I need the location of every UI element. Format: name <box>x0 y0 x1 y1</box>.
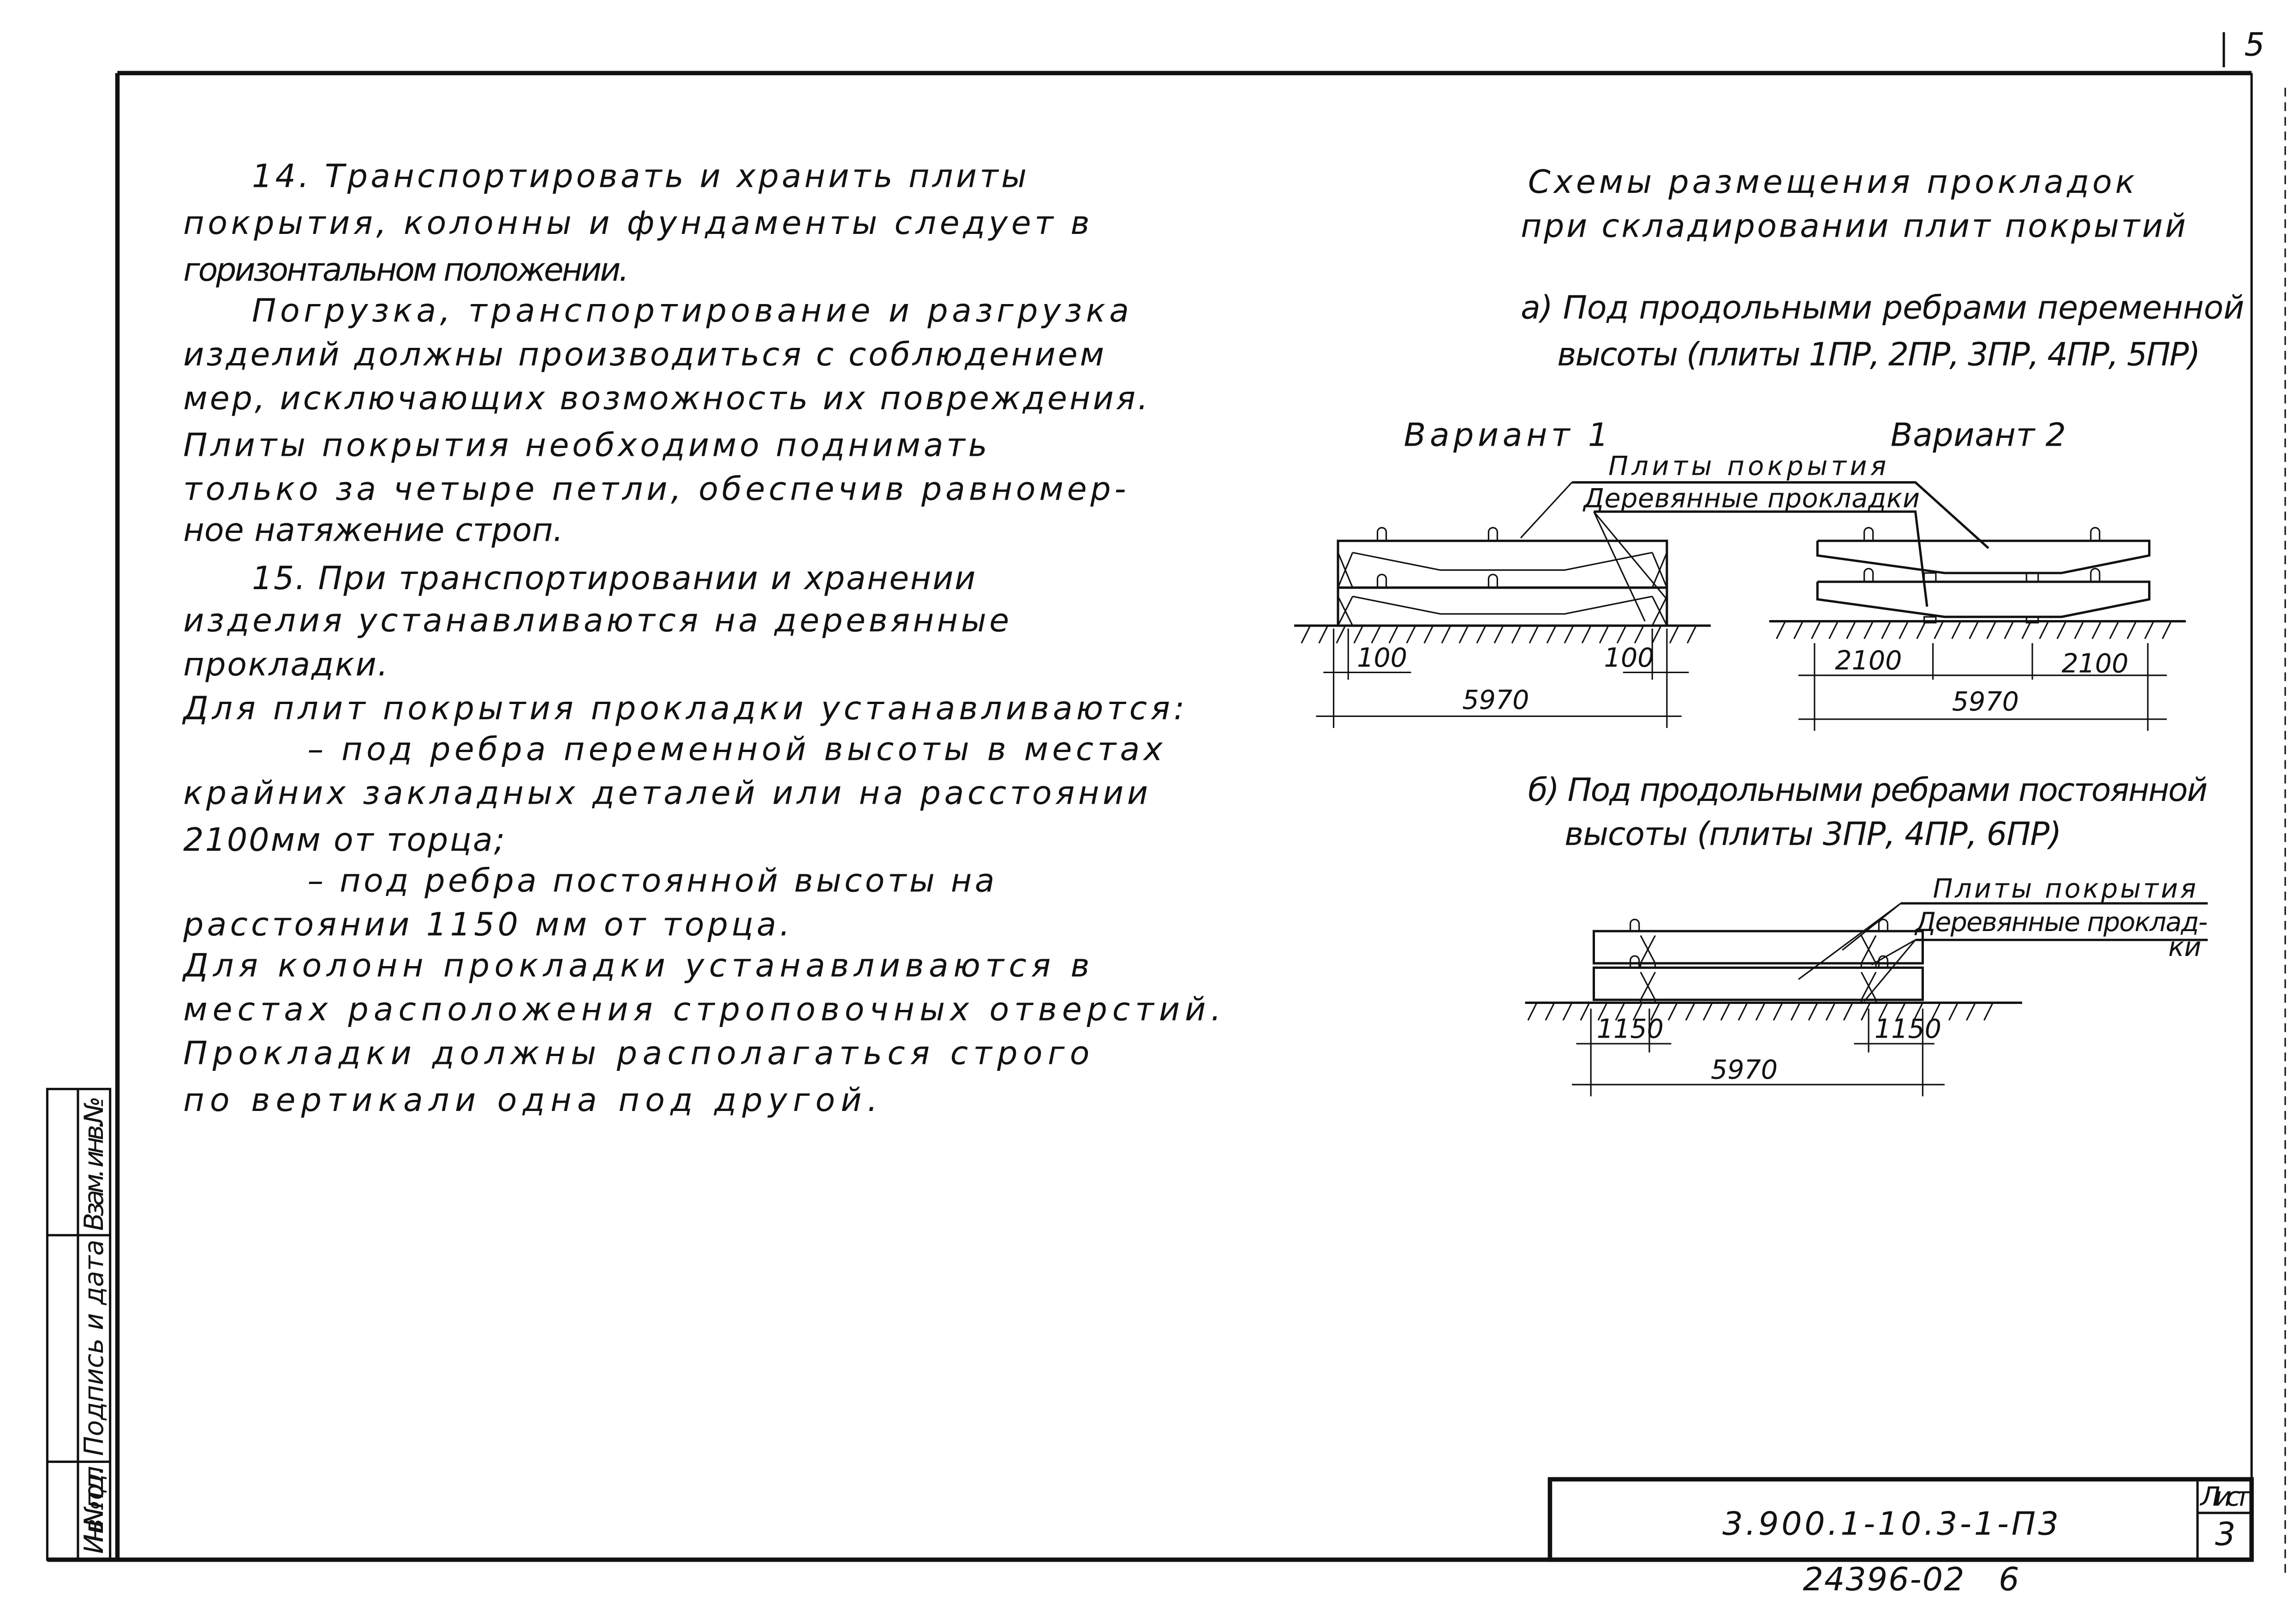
note-line: Для колонн прокладки устанавливаются в <box>183 947 1090 985</box>
dim-2100-left: 2100 <box>1835 645 1902 676</box>
note-line: 15. При транспортировании и хранении <box>251 559 976 597</box>
dim-100-right: 100 <box>1604 642 1654 673</box>
note-line: изделий должны производиться с соблюдением <box>183 336 1105 374</box>
document-code: 3.900.1-10.3-1-П3 <box>1722 1505 2059 1543</box>
note-line: только за четыре петли, обеспечив равномер- <box>183 470 1126 508</box>
label-pads-b: ки <box>2168 932 2202 963</box>
note-line: – под ребра постоянной высоты на <box>307 862 995 900</box>
variant-2-label: Вариант 2 <box>1890 416 2066 454</box>
notes-text <box>182 158 1221 1119</box>
dim-5970-v1: 5970 <box>1462 685 1529 716</box>
dim-2100-right: 2100 <box>2061 648 2129 679</box>
variant-1-label: Вариант 1 <box>1403 416 1609 454</box>
note-line: расстоянии 1150 мм от торца. <box>183 906 790 943</box>
note-line: Плиты покрытия необходимо поднимать <box>183 426 987 464</box>
stamp-inv-orig: Инв.№ подл. <box>78 1466 109 1554</box>
note-line: местах расположения строповочных отверстий. <box>183 991 1221 1028</box>
dim-1150-left: 1150 <box>1596 1014 1664 1045</box>
dim-1150-right: 1150 <box>1874 1014 1941 1045</box>
label-slabs-b: Плиты покрытия <box>1933 873 2196 904</box>
sheet-number: 3 <box>2215 1515 2236 1553</box>
page-number: 5 <box>2244 26 2265 64</box>
note-line: горизонтальном положении. <box>183 251 629 289</box>
note-line: Для плит покрытия прокладки устанавливаются: <box>183 689 1185 727</box>
dim-100-left: 100 <box>1357 642 1408 673</box>
label-slabs: Плиты покрытия <box>1608 451 1887 482</box>
note-line: изделия устанавливаются на деревянные <box>183 602 1009 639</box>
schemes-title: Схемы размещения прокладок <box>1528 163 2135 201</box>
scheme-b-heading: высоты (плиты 3ПР, 4ПР, 6ПР) <box>1564 815 2062 853</box>
schemes-title: при складировании плит покрытий <box>1521 207 2186 245</box>
dim-5970-v2: 5970 <box>1952 686 2019 717</box>
note-line: Погрузка, транспортирование и разгрузка <box>251 292 1129 330</box>
note-line: по вертикали одна под другой. <box>183 1081 878 1119</box>
dim-5970-b: 5970 <box>1710 1055 1778 1086</box>
scheme-a-heading: высоты (плиты 1ПР, 2ПР, 3ПР, 4ПР, 5ПР) <box>1557 336 2201 374</box>
label-pads: Деревянные прокладки <box>1583 483 1920 514</box>
note-line: прокладки. <box>183 645 388 683</box>
label-pads-b: Деревянные проклад- <box>1915 907 2208 938</box>
note-line: мер, исключающих возможность их повреждения. <box>183 380 1148 418</box>
scheme-b-heading: б) Под продольными ребрами постоянной <box>1528 771 2208 809</box>
sheet-label: Лист <box>2200 1481 2251 1512</box>
note-line: крайних закладных деталей или на расстоянии <box>183 774 1148 812</box>
note-line: Прокладки должны располагаться строго <box>183 1034 1090 1072</box>
note-line: 2100мм от торца; <box>183 821 505 859</box>
scheme-a-heading: а) Под продольными ребрами переменной <box>1521 289 2245 327</box>
note-line: ное натяжение строп. <box>183 511 563 549</box>
stamp-replace-inv: Взам. инв.№ <box>78 1096 109 1231</box>
footer-code: 24396-02 6 <box>1803 1561 2019 1599</box>
scheme-a-variant-1 <box>1294 483 1988 728</box>
stamp-signature-date: Подпись и дата <box>78 1239 109 1456</box>
note-line: – под ребра переменной высоты в местах <box>307 730 1163 768</box>
note-line: 14. Транспортировать и хранить плиты <box>251 157 1027 195</box>
note-line: покрытия, колонны и фундаменты следует в <box>183 204 1090 242</box>
